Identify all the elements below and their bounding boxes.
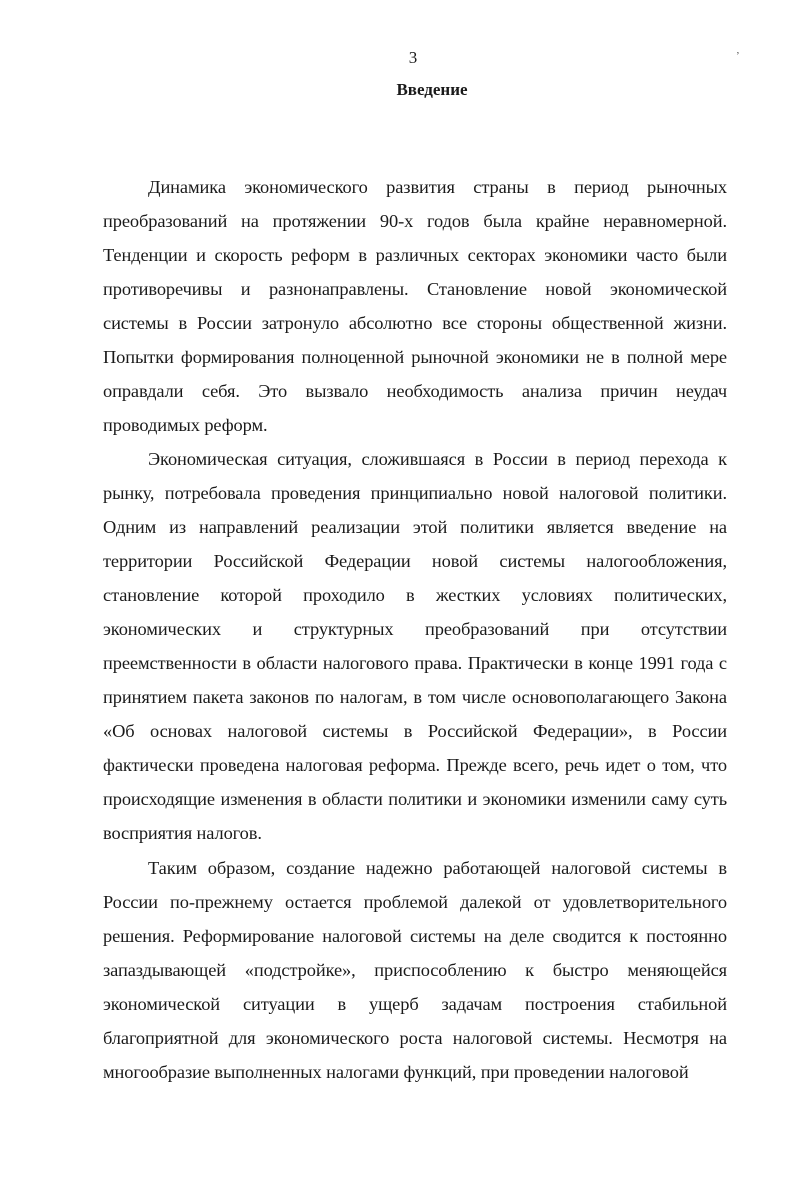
body-text — [103, 170, 727, 1089]
page-number: 3 — [408, 48, 418, 67]
paragraph: Динамика экономического развития страны в период рыночных преобразований на протяжении 90-х годов была крайне неравномерной. Тенденции и скорость реформ в различных секторах экономики часто были противоречивы и разнонаправлены. Становление новой экономической системы в России затронуло абсолютно все стороны общественной жизни. Попытки формирования полноценной рыночной экономики не в полной мере оправдали себя. Это вызвало необходимость анализа причин неудач проводимых реформ. — [103, 177, 727, 435]
section-title: Введение — [396, 80, 468, 99]
paragraph: Экономическая ситуация, сложившаяся в России в период перехода к рынку, потребовала проведения принципиально новой налоговой политики. Одним из направлений реализации этой политики является введение на территории Российской Федерации новой системы налогообложения, становление которой проходило в жестких условиях политических, экономических и структурных преобразований при отсутствии преемственности в области налогового права. Практически в конце 1991 года с принятием пакета законов по налогам, в том числе основополагающего Закона «Об основах налоговой системы в Российской Федерации», в России фактически проведена налоговая реформа. Прежде всего, речь идет о том, что происходящие изменения в области политики и экономики изменили саму суть восприятия налогов. — [103, 449, 727, 844]
paragraph: Таким образом, создание надежно работающей налоговой системы в России по-прежнему остается проблемой далекой от удовлетворительного решения. Реформирование налоговой системы на деле сводится к постоянно запаздывающей «подстройке», приспособлению к быстро меняющейся экономической ситуации в ущерб задачам построения стабильной благоприятной для экономического роста налоговой системы. Несмотря на многообразие выполненных налогами функций, при проведении налоговой — [103, 857, 727, 1082]
corner-mark: ’ — [736, 50, 740, 62]
